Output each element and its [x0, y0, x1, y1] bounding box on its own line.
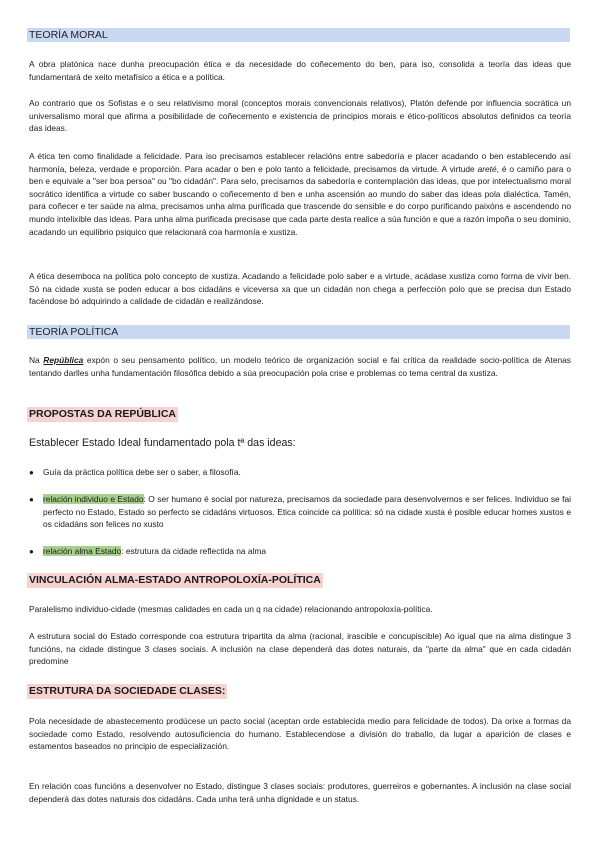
heading-propostas: PROPOSTAS DA REPÚBLICA [29, 408, 177, 420]
bullet-dot-icon: ● [29, 468, 34, 477]
bullet-item-3 [43, 545, 571, 558]
paragraph-estrutura-2: En relación coas funcións a desenvolver no Estado, distingue 3 clases sociais: produtores, guerreiros e gobernantes. A inclusión na clase social dependerá das dotes naturais dos cidadáns. Cada unha terá unha dignidade e un status. [29, 781, 571, 804]
heading-estrutura: ESTRUTURA DA SOCIEDADE CLASES: [29, 685, 226, 697]
term-arete: areté [477, 163, 497, 174]
highlight-relacion-alma-estado: relación alma Estado [43, 546, 122, 556]
highlight-relacion-individuo-estado: relación individuo e Estado [43, 494, 144, 504]
bullet-item-3-text: : estrutura da cidade reflectida na alma [121, 546, 267, 556]
term-republica: República [43, 355, 84, 365]
bullet-dot-icon: ● [29, 547, 34, 556]
paragraph-moral-3-start: A ética ten como finalidade a felicidade. Para iso precisamos establecer relacións entre sabedoría e placer acadando o ben establecendo así harmonía, beleza, verdade e proporción. Para acadar o ben e polo tanto a felicidade, precisamos da virtude. A virtude [29, 151, 571, 174]
paragraph-politica-post: expón o seu pensamento político, un modelo teórico de organización social e fai crítica da realidade socio-política de Atenas tentando darlles unha fundamentación filosófica debido a súa preocupación pola crise e problemas co tema central da xustiza. [29, 355, 571, 378]
paragraph-moral-3-end: , é o camiño para o ben e equivale a "ser boa persoa" ou "bo cidadán". Para selo, precisamos da sabedoría e contemplación das ideas, que por intelectualismo moral socrático identifica a virtude co saber buscando o coñecemento d ben e unha ascensión ao mundo do saber das ideas pola dialéctica. Tamén, para coñecer e ter saúde na alma, precisamos unha alma purificada que trascende do sensible e do corpo purificando paixóns e ascendendo no mundo intelixible das ideas. Para unha alma purificada precisase que cada parte desta realice a súa función e que a razón impoña o seu dominio, acadando un equilibrio psiquico que relacionará coa harmonía e xustiza. [29, 163, 572, 237]
section-title-teoria-moral: TEORÍA MORAL [27, 28, 570, 42]
paragraph-moral-3 [29, 150, 571, 238]
paragraph-politica-pre: Na [29, 355, 44, 365]
paragraph-moral-4: A ética desemboca na política polo concepto de xustiza. Acadando a felicidade polo saber e a virtude, acádase xustiza como forma de vivir ben. Só na cidade xusta se poden educar a bos cidadáns e viceversa xa que un cidadán non chega a perfección polo que se precisa dun Estado facéndose bó adquirindo a calidade de cidadán e realizándose. [29, 271, 571, 307]
section-title-teoria-politica: TEORÍA POLÍTICA [27, 325, 570, 339]
propostas-lead: Establecer Estado Ideal fundamentado pola tª das ideas: [29, 437, 296, 449]
bullet-item-2 [43, 493, 571, 531]
heading-vinculacion: VINCULACIÓN ALMA-ESTADO ANTROPOLOXÍA-POLÍTICA [29, 574, 321, 586]
paragraph-vinculacion-2: A estrutura social do Estado corresponde coa estrutura tripartita da alma (racional, irascible e concupiscible) Ao igual que na alma distingue 3 funcións, na cidade distingue 3 clases sociais. A inclusión na clase dependerá das dotes naturais, da "parte da alma" que en cada cidadán predomine [29, 631, 571, 667]
bullet-item-1: Guía da práctica política debe ser o saber, a filosofía. [43, 467, 241, 477]
bullet-dot-icon: ● [29, 495, 34, 504]
paragraph-moral-2: Ao contrario que os Sofistas e o seu relativismo moral (conceptos morais convencionais relativos), Platón defende por influencia socrática un universalismo moral que afirma a posibilidade de coñecemento e existencia de principios morais e ético-políticos absolutos definidos ca teoría das ideas. [29, 98, 571, 134]
paragraph-politica-1 [29, 354, 571, 379]
paragraph-estrutura-1: Pola necesidade de abastecemento prodúcese un pacto social (aceptan orde establecida medio para felicidade de todos). Da orixe a formas da sociedade como Estado, resolvendo autosuficiencia do humano. Establecendose a división do traballo, da lugar a aparición de clases e estamentos baseados no principio de especialización. [29, 716, 571, 752]
paragraph-vinculacion-1: Paralelismo individuo-cidade (mesmas calidades en cada un q na cidade) relacionando antropoloxía-política. [29, 604, 433, 614]
paragraph-moral-1: A obra platónica nace dunha preocupación ética e da necesidade do coñecemento do ben, para iso, consolida a teoría das ideas que fundamentará de xeito metafísico a ética e a política. [29, 59, 571, 82]
bullet-item-2-text: : O ser humano é social por natureza, precisamos da sociedade para desenvolvernos e ser felices. Individuo se fai perfecto no Estado, Estado so perfecto se cidadáns virtuosos. Etica coincide ca política: só na cidade xusta é posible educar homes xustos e os cidadáns son felices no xusto [43, 494, 571, 530]
